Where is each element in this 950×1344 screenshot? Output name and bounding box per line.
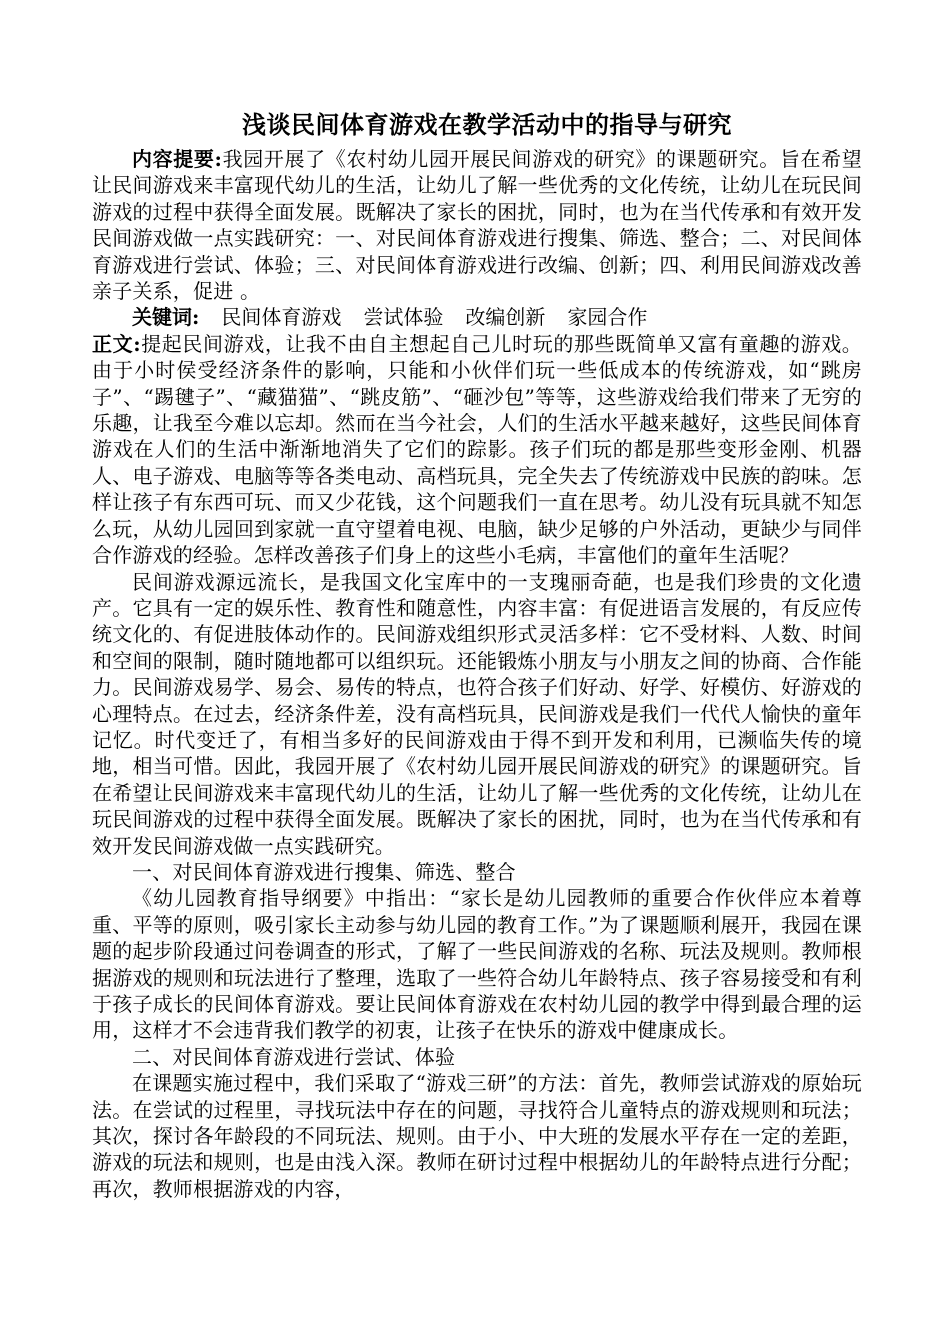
keywords-line <box>92 304 862 330</box>
body-intro-paragraph <box>92 331 862 569</box>
keyword-item: 改编创新 <box>465 305 546 330</box>
body-label: 正文: <box>92 331 141 356</box>
abstract-paragraph <box>92 146 862 304</box>
keywords-label: 关键词: <box>132 305 200 330</box>
document-page <box>92 108 862 1202</box>
body-paragraph-2: 民间游戏源远流长，是我国文化宝库中的一支瑰丽奇葩，也是我们珍贵的文化遗产。它具有一定的娱乐性、教育性和随意性，内容丰富：有促进语言发展的，有反应传统文化的、有促进肢体动作的。民间游戏组织形式灵活多样：它不受材料、人数、时间和空间的限制，随时随地都可以组织玩。还能锻炼小朋友与小朋友之间的协商、合作能力。民间游戏易学、易会、易传的特点，也符合孩子们好动、好学、好模仿、好游戏的心理特点。在过去，经济条件差，没有高档玩具，民间游戏是我们一代代人愉快的童年记忆。时代变迁了，有相当多好的民间游戏由于得不到开发和利用，已濒临失传的境地，相当可惜。因此，我园开展了《农村幼儿园开展民间游戏的研究》的课题研究。旨在希望让民间游戏来丰富现代幼儿的生活，让幼儿了解一些优秀的文化传统，让幼儿在玩民间游戏的过程中获得全面发展。既解决了家长的困扰，同时，也为在当代传承和有效开发民间游戏做一点实践研究。 <box>92 569 862 858</box>
section-heading-2: 二、对民间体育游戏进行尝试、体验 <box>132 1044 456 1069</box>
body-paragraph-3: 《幼儿园教育指导纲要》中指出：“家长是幼儿园教师的重要合作伙伴应本着尊重、平等的原则，吸引家长主动参与幼儿园的教育工作。”为了课题顺利展开，我园在课题的起步阶段通过问卷调查的形式，了解了一些民间游戏的名称、玩法及规则。教师根据游戏的规则和玩法进行了整理，选取了一些符合幼儿年龄特点、孩子容易接受和有利于孩子成长的民间体育游戏。要让民间体育游戏在农村幼儿园的教学中得到最合理的运用，这样才不会违背我们教学的初衷，让孩子在快乐的游戏中健康成长。 <box>92 886 862 1043</box>
keyword-item: 家园合作 <box>567 305 648 330</box>
keyword-item: 民间体育游戏 <box>221 305 342 330</box>
abstract-text: 我园开展了《农村幼儿园开展民间游戏的研究》的课题研究。旨在希望让民间游戏来丰富现代幼儿的生活，让幼儿了解一些优秀的文化传统，让幼儿在玩民间游戏的过程中获得全面发展。既解决了家长的困扰，同时，也为在当代传承和有效开发民间游戏做一点实践研究：一、对民间体育游戏进行搜集、筛选、整合；二、对民间体育游戏进行尝试、体验；三、对民间体育游戏进行改编、创新；四、利用民间游戏改善亲子关系，促进 。 <box>92 147 863 304</box>
keyword-item: 尝试体验 <box>363 305 444 330</box>
section-heading-1: 一、对民间体育游戏进行搜集、筛选、整合 <box>132 859 516 884</box>
document-title: 浅谈民间体育游戏在教学活动中的指导与研究 <box>242 110 732 139</box>
body-intro-text: 提起民间游戏，让我不由自主想起自己儿时玩的那些既简单又富有童趣的游戏。由于小时侯受经济条件的影响，只能和小伙伴们玩一些低成本的传统游戏，如“跳房子”、“踢毽子”、“藏猫猫”、“跳皮筋”、“砸沙包”等等，这些游戏给我们带来了无穷的乐趣，让我至今难以忘却。然而在当今社会，人们的生活水平越来越好，这些民间体育游戏在人们的生活中渐渐地消失了它们的踪影。孩子们玩的都是那些变形金刚、机器人、电子游戏、电脑等等各类电动、高档玩具，完全失去了传统游戏中民族的韵味。怎样让孩子有东西可玩、而又少花钱，这个问题我们一直在思考。幼儿没有玩具就不知怎么玩，从幼儿园回到家就一直守望着电视、电脑，缺少足够的户外活动，更缺少与同伴合作游戏的经验。怎样改善孩子们身上的这些小毛病，丰富他们的童年生活呢？ <box>92 331 863 568</box>
body-paragraph-4: 在课题实施过程中，我们采取了“游戏三研”的方法：首先，教师尝试游戏的原始玩法。在尝试的过程里，寻找玩法中存在的问题，寻找符合儿童特点的游戏规则和玩法；其次，探讨各年龄段的不同玩法、规则。由于小、中大班的发展水平存在一定的差距，游戏的玩法和规则，也是由浅入深。教师在研讨过程中根据幼儿的年龄特点进行分配；再次，教师根据游戏的内容， <box>92 1071 862 1201</box>
abstract-label: 内容提要: <box>132 147 223 171</box>
